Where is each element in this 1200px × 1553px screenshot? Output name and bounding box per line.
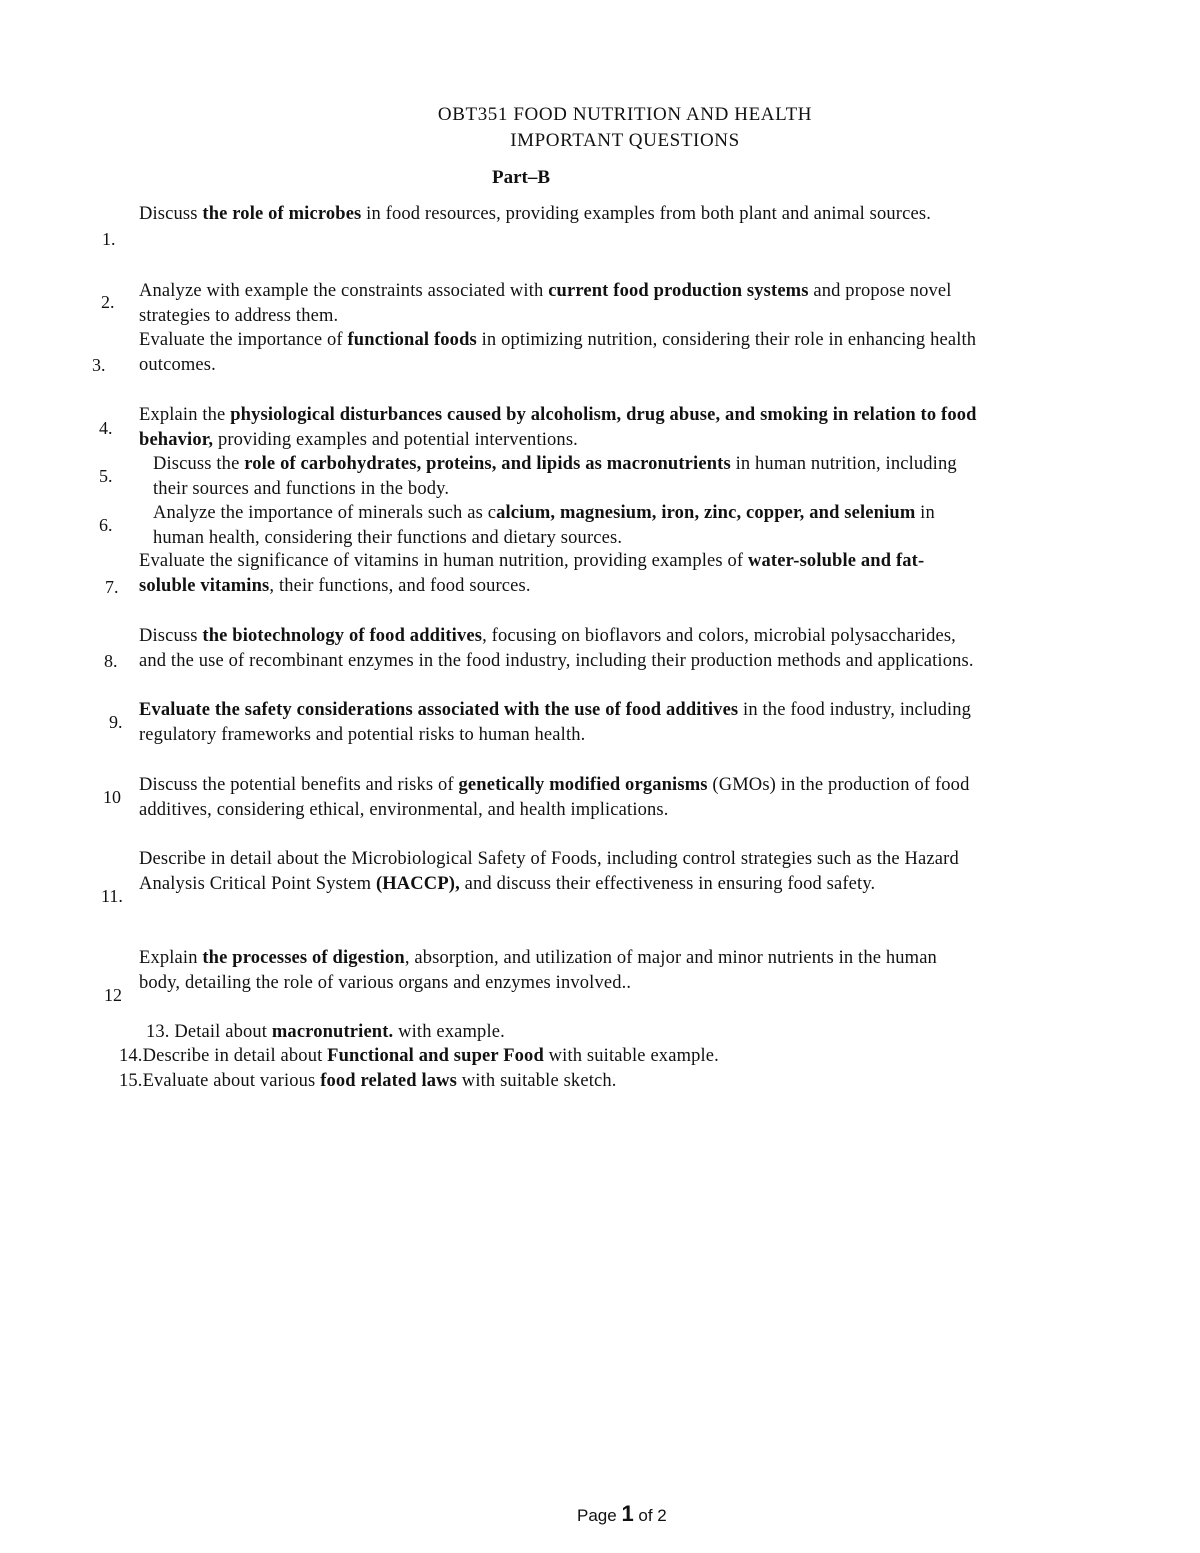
part-heading: Part–B <box>492 167 551 188</box>
question-text-segment: Describe in detail about <box>142 1046 328 1066</box>
emphasis-text: macronutrient. <box>271 1022 394 1042</box>
question-text-segment: with suitable sketch. <box>457 1071 617 1091</box>
question-text-segment: (GMOs) in the production of food additives, considering ethical, environmental, and health implications. <box>139 775 970 820</box>
emphasis-text: the biotechnology of food additives <box>202 626 483 646</box>
question-text-segment: , absorption, and utilization of major and minor nutrients in the human body, detailing the role of various organs and enzymes involved.. <box>139 948 937 993</box>
question-number: 9. <box>109 712 123 732</box>
emphasis-text: (HACCP), <box>375 873 460 894</box>
question-text <box>139 773 979 822</box>
emphasis-text: genetically modified organisms <box>458 775 708 795</box>
question-text-segment: providing examples and potential interventions. <box>213 429 578 450</box>
question-text-segment: Describe in detail about the Microbiological Safety of Foods, including control strategies such as the Hazard Analysis Critical Point System <box>139 849 959 894</box>
emphasis-text: water-soluble and fat-soluble vitamins <box>139 551 925 596</box>
question-text <box>139 202 979 227</box>
emphasis-text: current food production systems <box>548 281 809 301</box>
question-number: 10 <box>103 787 121 807</box>
question-text-segment: Detail about <box>169 1022 272 1042</box>
question-text-segment: in the food industry, including regulatory frameworks and potential risks to human health. <box>139 700 972 745</box>
question-text <box>139 847 979 896</box>
question-text-segment: Discuss the potential benefits and risks of <box>139 775 459 795</box>
document-subtitle: IMPORTANT QUESTIONS <box>510 130 740 151</box>
question-number: 5. <box>99 466 113 486</box>
emphasis-text: functional foods <box>347 330 477 350</box>
emphasis-text: alcium, magnesium, iron, zinc, copper, and selenium <box>496 503 916 523</box>
question-text <box>139 698 979 747</box>
question-text-segment: with example. <box>393 1022 505 1042</box>
emphasis-text: the processes of digestion <box>202 948 405 968</box>
question-number: 11. <box>101 886 123 906</box>
question-text-segment: Discuss <box>139 204 203 224</box>
question-text-segment: Evaluate the significance of vitamins in human nutrition, providing examples of <box>139 551 748 571</box>
page-number: 1 <box>621 1501 634 1526</box>
question-text-segment: Discuss the <box>153 454 245 474</box>
question-number: 14. <box>119 1046 143 1066</box>
page-total: of 2 <box>633 1506 667 1525</box>
question-text-segment: in optimizing nutrition, considering their role in enhancing health outcomes. <box>139 330 977 375</box>
question-text-segment: Explain <box>139 948 203 968</box>
question-text-segment: , their functions, and food sources. <box>269 575 531 596</box>
question-number: 2. <box>101 292 115 312</box>
question-text <box>153 501 978 550</box>
emphasis-text: role of carbohydrates, proteins, and lipids as macronutrients <box>244 454 731 474</box>
question-text-segment: , focusing on bioflavors and colors, microbial polysaccharides, and the use of recombinant enzymes in the food industry, including their production methods and applications. <box>139 626 974 671</box>
question-number: 12 <box>104 985 122 1005</box>
question-number: 6. <box>99 515 113 535</box>
question-text-segment: and propose novel strategies to address them. <box>139 281 952 326</box>
emphasis-text: the role of microbes <box>202 204 362 224</box>
question-number: 3. <box>92 355 106 375</box>
question-number: 7. <box>105 577 119 597</box>
question-number: 4. <box>99 418 113 438</box>
question-text <box>139 328 979 377</box>
question-text-segment: in food resources, providing examples from both plant and animal sources. <box>361 204 931 224</box>
question-text <box>139 549 979 598</box>
question-number: 1. <box>102 229 116 249</box>
question-text-segment: Evaluate about various <box>142 1071 321 1091</box>
question-number: 13. <box>146 1022 170 1042</box>
short-question-item <box>119 1044 719 1068</box>
question-text-segment: Discuss <box>139 626 203 646</box>
question-text <box>139 946 979 995</box>
question-text-segment: Evaluate the importance of <box>139 330 348 350</box>
emphasis-text: physiological disturbances caused by alcoholism, drug abuse, and smoking in relation to food behavior, <box>139 405 977 450</box>
question-text <box>139 624 979 673</box>
question-text-segment: and discuss their effectiveness in ensuring food safety. <box>459 873 876 894</box>
question-text <box>139 403 979 452</box>
question-text-segment: in human health, considering their functions and dietary sources. <box>153 503 935 548</box>
short-question-item <box>119 1069 617 1093</box>
question-text-segment: Analyze with example the constraints associated with <box>139 281 549 301</box>
short-question-item <box>146 1020 505 1044</box>
question-number: 8. <box>104 651 118 671</box>
page-label: Page <box>577 1506 622 1525</box>
emphasis-text: food related laws <box>320 1071 458 1091</box>
page-footer <box>577 1501 667 1527</box>
question-text-segment: in human nutrition, including their sources and functions in the body. <box>153 454 957 499</box>
question-text <box>139 279 979 328</box>
question-text <box>153 452 978 501</box>
question-text-segment: Analyze the importance of minerals such as c <box>153 503 497 523</box>
question-text-segment: with suitable example. <box>543 1046 719 1066</box>
emphasis-text: Evaluate the safety considerations associated with the use of food additives <box>139 700 739 720</box>
emphasis-text: Functional and super Food <box>327 1046 544 1066</box>
document-title: OBT351 FOOD NUTRITION AND HEALTH <box>437 104 813 125</box>
question-number: 15. <box>119 1071 143 1091</box>
question-text-segment: Explain the <box>139 405 231 425</box>
